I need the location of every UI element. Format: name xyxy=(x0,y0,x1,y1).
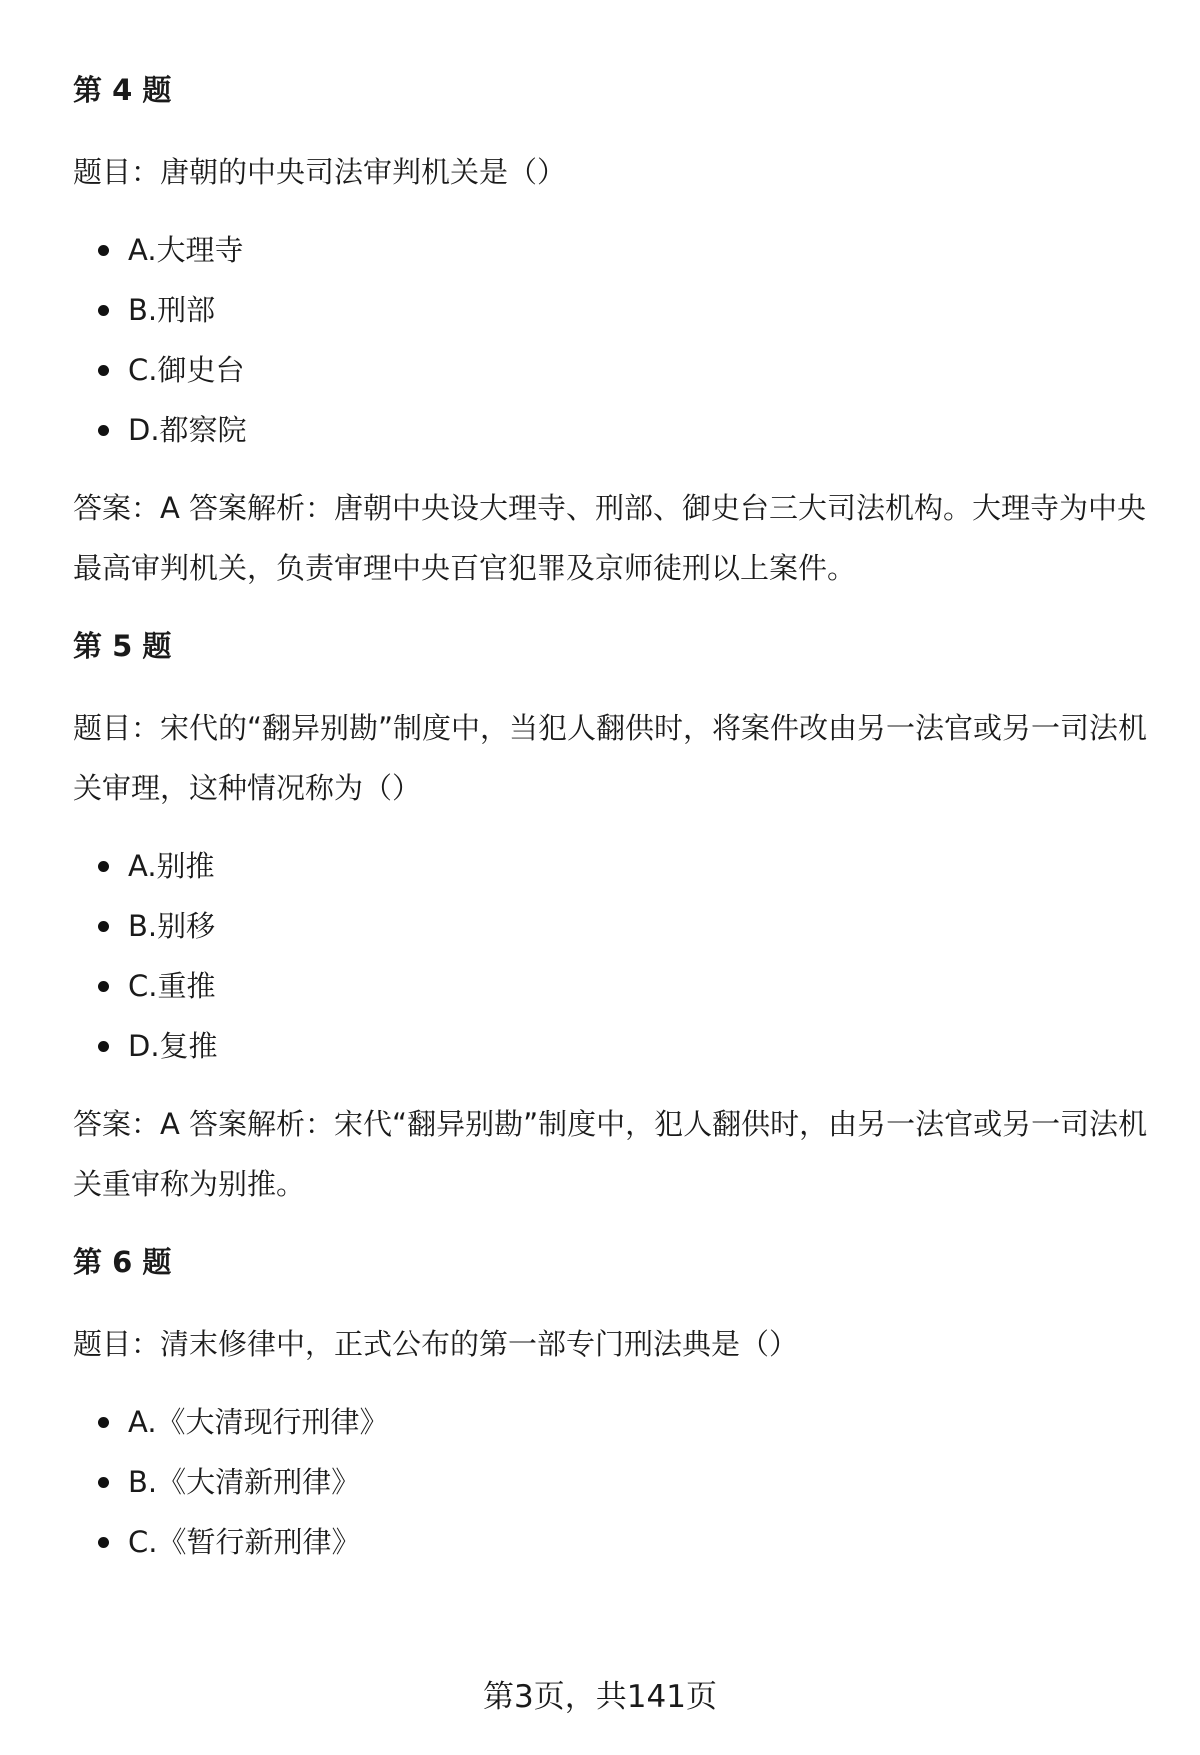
option-item xyxy=(73,400,1153,460)
bullet-icon xyxy=(98,1041,109,1052)
option-label: C.《暂行新刑律》 xyxy=(128,1525,361,1559)
option-label: D.复推 xyxy=(128,1029,218,1063)
option-item xyxy=(73,340,1153,400)
option-item xyxy=(73,220,1153,280)
bullet-icon xyxy=(98,1417,109,1428)
option-label: B.别移 xyxy=(128,909,216,943)
bullet-icon xyxy=(98,1537,109,1548)
question-heading: 第 4 题 xyxy=(73,73,172,107)
option-label: B.刑部 xyxy=(128,293,216,327)
question-6 xyxy=(73,1234,1153,1572)
bullet-icon xyxy=(98,245,109,256)
option-item xyxy=(73,956,1153,1016)
option-label: A.大理寺 xyxy=(128,233,244,267)
question-text: 题目：唐朝的中央司法审判机关是（） xyxy=(73,155,567,189)
bullet-icon xyxy=(98,861,109,872)
document-page xyxy=(73,62,1153,1590)
option-label: A.《大清现行刑律》 xyxy=(128,1405,389,1439)
bullet-icon xyxy=(98,981,109,992)
option-label: C.重推 xyxy=(128,969,216,1003)
option-label: A.别推 xyxy=(128,849,215,883)
option-list xyxy=(73,1392,1153,1572)
page-number-footer: 第3页，共141页 xyxy=(483,1679,717,1715)
option-item xyxy=(73,1016,1153,1076)
option-label: B.《大清新刑律》 xyxy=(128,1465,361,1499)
question-text: 题目：宋代的“翻异别勘”制度中，当犯人翻供时，将案件改由另一法官或另一司法机关审理，这种情况称为（） xyxy=(73,711,1148,805)
option-item xyxy=(73,1392,1153,1452)
option-item xyxy=(73,280,1153,340)
question-5 xyxy=(73,618,1153,1214)
option-item xyxy=(73,836,1153,896)
option-item xyxy=(73,896,1153,956)
answer-explanation: 答案：A 答案解析：唐朝中央设大理寺、刑部、御史台三大司法机构。大理寺为中央最高审判机关，负责审理中央百官犯罪及京师徒刑以上案件。 xyxy=(73,491,1147,585)
option-list xyxy=(73,836,1153,1076)
bullet-icon xyxy=(98,365,109,376)
option-list xyxy=(73,220,1153,460)
bullet-icon xyxy=(98,425,109,436)
bullet-icon xyxy=(98,305,109,316)
question-heading: 第 5 题 xyxy=(73,629,172,663)
option-item xyxy=(73,1452,1153,1512)
option-item xyxy=(73,1512,1153,1572)
answer-explanation: 答案：A 答案解析：宋代“翻异别勘”制度中，犯人翻供时，由另一法官或另一司法机关重审称为别推。 xyxy=(73,1107,1148,1201)
question-4 xyxy=(73,62,1153,598)
bullet-icon xyxy=(98,921,109,932)
option-label: D.都察院 xyxy=(128,413,247,447)
option-label: C.御史台 xyxy=(128,353,245,387)
bullet-icon xyxy=(98,1477,109,1488)
question-text: 题目：清末修律中，正式公布的第一部专门刑法典是（） xyxy=(73,1327,799,1361)
question-heading: 第 6 题 xyxy=(73,1245,172,1279)
